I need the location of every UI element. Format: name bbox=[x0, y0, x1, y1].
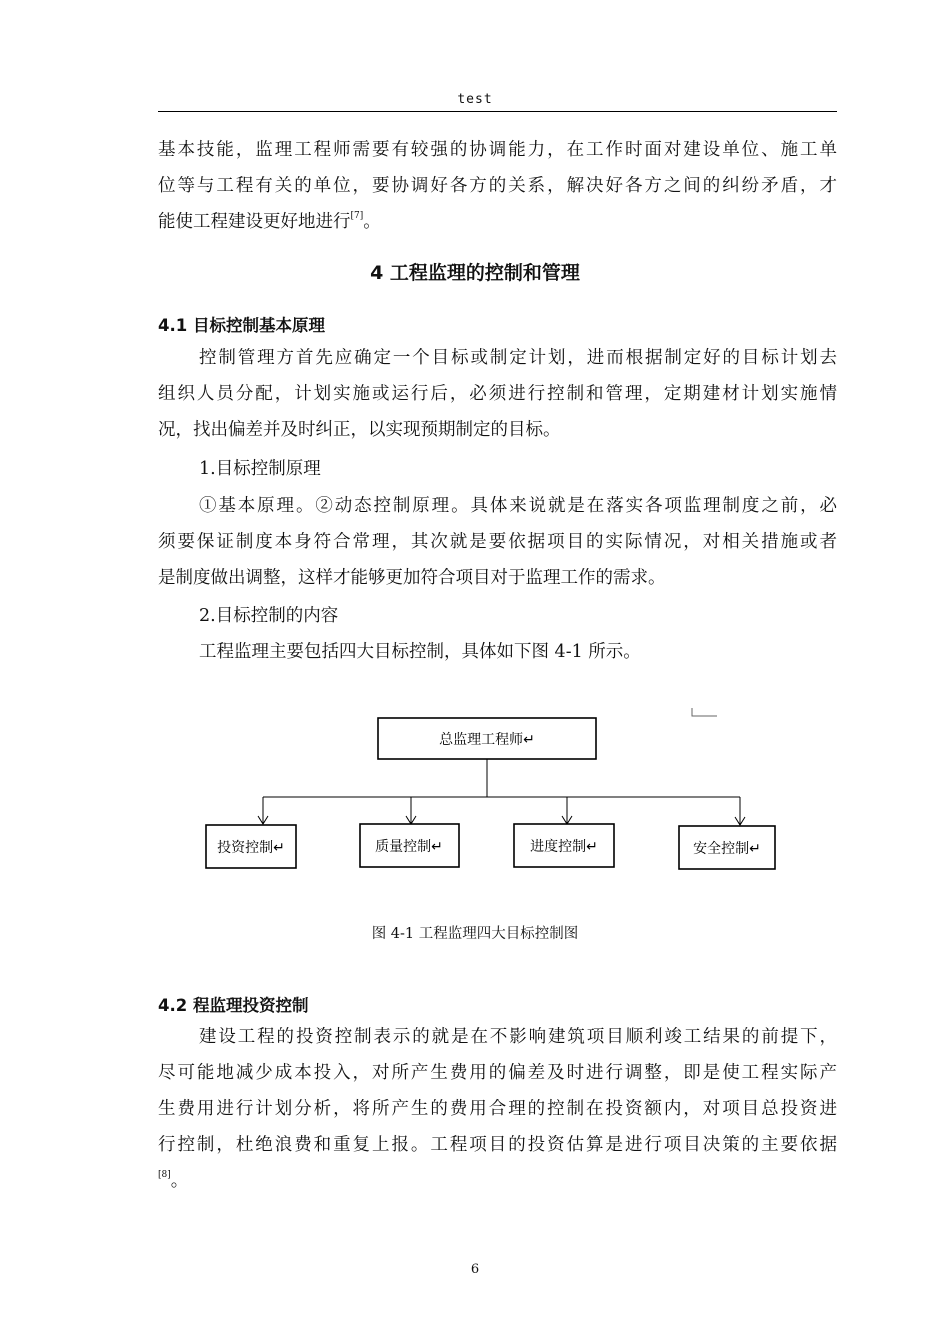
box-schedule-label: 进度控制↵ bbox=[530, 839, 598, 855]
text-line: 建设工程的投资控制表示的就是在不影响建筑项目顺利竣工结果的前提下， bbox=[199, 1027, 837, 1047]
item-2-title bbox=[158, 598, 837, 634]
section-heading-4-1: 4.1 目标控制基本原理 bbox=[158, 316, 325, 335]
section-heading-4-2: 4.2 程监理投资控制 bbox=[158, 996, 309, 1015]
text-run: 。 bbox=[170, 1171, 189, 1191]
chapter-title: 4 工程监理的控制和管理 bbox=[370, 262, 580, 284]
intro-paragraph bbox=[158, 132, 837, 240]
box-investment-label: 投资控制↵ bbox=[217, 840, 285, 856]
header-divider bbox=[158, 111, 837, 112]
running-header: test bbox=[457, 92, 493, 107]
text-run: 能使工程建设更好地进行 bbox=[158, 212, 351, 232]
text-line bbox=[158, 1163, 837, 1199]
text-line: 基本技能，监理工程师需要有较强的协调能力，在工作时面对建设单位、施工单 bbox=[158, 140, 837, 160]
text-line: 尽可能地减少成本投入，对所产生费用的偏差及时进行调整，即是使工程实际产 bbox=[158, 1063, 837, 1083]
corner-mark bbox=[692, 708, 717, 716]
box-quality-label: 质量控制↵ bbox=[375, 839, 443, 855]
figure-caption: 图 4-1 工程监理四大目标控制图 bbox=[371, 926, 579, 942]
text-line: 1.目标控制原理 bbox=[199, 459, 321, 479]
citation-ref: [7] bbox=[350, 211, 364, 221]
text-line: 控制管理方首先应确定一个目标或制定计划，进而根据制定好的目标计划去 bbox=[199, 348, 837, 368]
text-line: 位等与工程有关的单位，要协调好各方的关系，解决好各方之间的纠纷矛盾，才 bbox=[158, 176, 837, 196]
control-diagram bbox=[0, 700, 950, 900]
text-line: 生费用进行计划分析，将所产生的费用合理的控制在投资额内，对项目总投资进 bbox=[158, 1099, 837, 1119]
text-line: 行控制，杜绝浪费和重复上报。工程项目的投资估算是进行项目决策的主要依据 bbox=[158, 1135, 837, 1155]
text-run: 。 bbox=[363, 212, 381, 232]
text-line: 组织人员分配，计划实施或运行后，必须进行控制和管理，定期建材计划实施情 bbox=[158, 384, 837, 404]
text-line: ①基本原理。②动态控制原理。具体来说就是在落实各项监理制度之前，必 bbox=[199, 496, 837, 516]
citation-ref: [8] bbox=[158, 1170, 171, 1180]
text-line: 况，找出偏差并及时纠正，以实现预期制定的目标。 bbox=[158, 420, 561, 440]
top-box-label: 总监理工程师↵ bbox=[439, 732, 535, 748]
box-safety-label: 安全控制↵ bbox=[693, 841, 761, 857]
section41-paragraph-2 bbox=[158, 488, 837, 596]
section41-paragraph-3 bbox=[158, 634, 837, 670]
text-line bbox=[158, 204, 837, 240]
section41-paragraph-1 bbox=[158, 340, 837, 448]
section42-paragraph-1 bbox=[158, 1019, 837, 1199]
text-line: 2.目标控制的内容 bbox=[199, 606, 339, 626]
page-number: 6 bbox=[470, 1262, 480, 1277]
text-line: 是制度做出调整，这样才能够更加符合项目对于监理工作的需求。 bbox=[158, 568, 666, 588]
text-line: 须要保证制度本身符合常理，其次就是要依据项目的实际情况，对相关措施或者 bbox=[158, 532, 837, 552]
item-1-title bbox=[158, 451, 837, 487]
text-line: 工程监理主要包括四大目标控制，具体如下图 4-1 所示。 bbox=[199, 642, 641, 662]
